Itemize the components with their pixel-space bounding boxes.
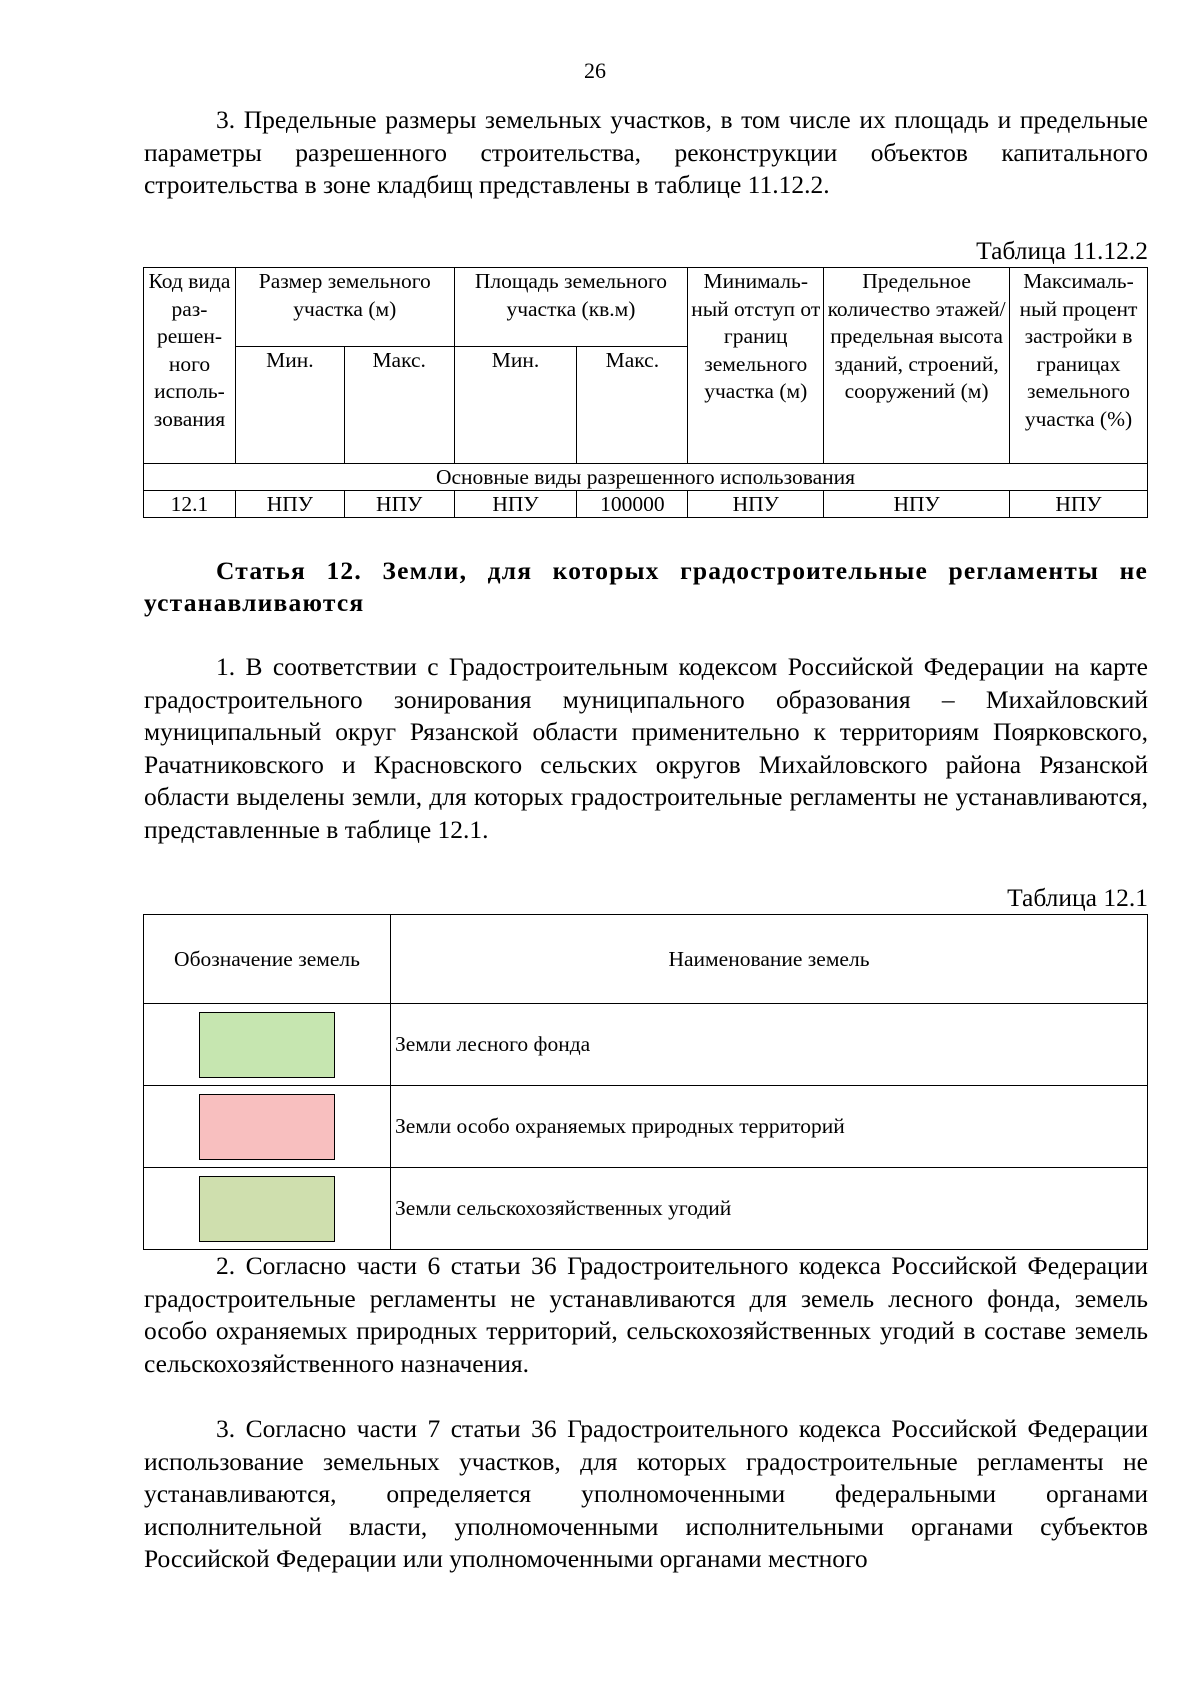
header-max-floors: Предельное количество этажей/ предельная высота зданий, строений, сооружений (м) <box>824 268 1010 464</box>
paragraph-1: 1. В соответствии с Градостроительным кодексом Российской Федерации на карте градостроительного зонирования муниципального образования – Михайловский муниципальный округ Рязанской области применительно к территориям Поярковского, Рачатниковского и Красновского сельских округов Михайловского района Рязанской области выделены земли, для которых градостроительные регламенты не устанавливаются, представленные в таблице 12.1. <box>144 652 1148 844</box>
table-row <box>144 491 1148 518</box>
forest-land-swatch <box>199 1012 335 1078</box>
table-cell: НПУ <box>824 491 1010 518</box>
table-cell: НПУ <box>454 491 577 518</box>
article-heading: Статья 12. Земли, для которых градостроительные регламенты не устанавливаются <box>144 556 1148 617</box>
paragraph-2: 2. Согласно части 6 статьи 36 Градостроительного кодекса Российской Федерации градостроительные регламенты не устанавливаются для земель лесного фонда, земель особо охраняемых природных территорий, сельскохозяйственных угодий в составе земель сельскохозяйственного назначения. <box>144 1251 1148 1378</box>
table-cell: 12.1 <box>144 491 236 518</box>
table1-caption: Таблица 11.12.2 <box>976 236 1148 265</box>
header-size-min: Мин. <box>235 347 344 464</box>
limits-table <box>143 267 1148 518</box>
lands-table <box>143 914 1148 1250</box>
protected-land-swatch <box>199 1094 335 1160</box>
header-max-coverage: Максималь-ный процент застройки в границах земельного участка (%) <box>1010 268 1148 464</box>
header-name: Наименование земель <box>391 915 1148 1004</box>
table2-caption: Таблица 12.1 <box>1007 883 1148 912</box>
table-cell: НПУ <box>1010 491 1148 518</box>
header-size-max: Макс. <box>344 347 454 464</box>
table-cell: НПУ <box>235 491 344 518</box>
header-plot-area: Площадь земельного участка (кв.м) <box>454 268 688 347</box>
intro-paragraph: 3. Предельные размеры земельных участков, в том числе их площадь и предельные параметры разрешенного строительства, реконструкции объектов капитального строительства в зоне кладбищ представлены в таблице 11.12.2. <box>144 105 1148 200</box>
header-code: Код вида раз-решен-ного исполь-зования <box>144 268 236 464</box>
page-number: 26 <box>584 58 606 83</box>
paragraph-3: 3. Согласно части 7 статьи 36 Градостроительного кодекса Российской Федерации использование земельных участков, для которых градостроительные регламенты не устанавливаются, определяется уполномоченными федеральными органами исполнительной власти, уполномоченными исполнительными органами субъектов Российской Федерации или уполномоченными органами местного <box>144 1414 1148 1574</box>
table-row <box>144 1004 1148 1086</box>
header-plot-size: Размер земельного участка (м) <box>235 268 454 347</box>
header-area-min: Мин. <box>454 347 577 464</box>
table-cell: 100000 <box>577 491 688 518</box>
header-area-max: Макс. <box>577 347 688 464</box>
table-row <box>144 1168 1148 1250</box>
land-name: Земли сельскохозяйственных угодий <box>391 1168 1148 1250</box>
land-name: Земли особо охраняемых природных территорий <box>391 1086 1148 1168</box>
table-cell: НПУ <box>688 491 824 518</box>
header-min-setback: Минималь-ный отступ от границ земельного участка (м) <box>688 268 824 464</box>
header-symbol: Обозначение земель <box>144 915 391 1004</box>
section-row: Основные виды разрешенного использования <box>144 464 1148 491</box>
agricultural-land-swatch <box>199 1176 335 1242</box>
table-row <box>144 1086 1148 1168</box>
table-cell: НПУ <box>344 491 454 518</box>
land-name: Земли лесного фонда <box>391 1004 1148 1086</box>
